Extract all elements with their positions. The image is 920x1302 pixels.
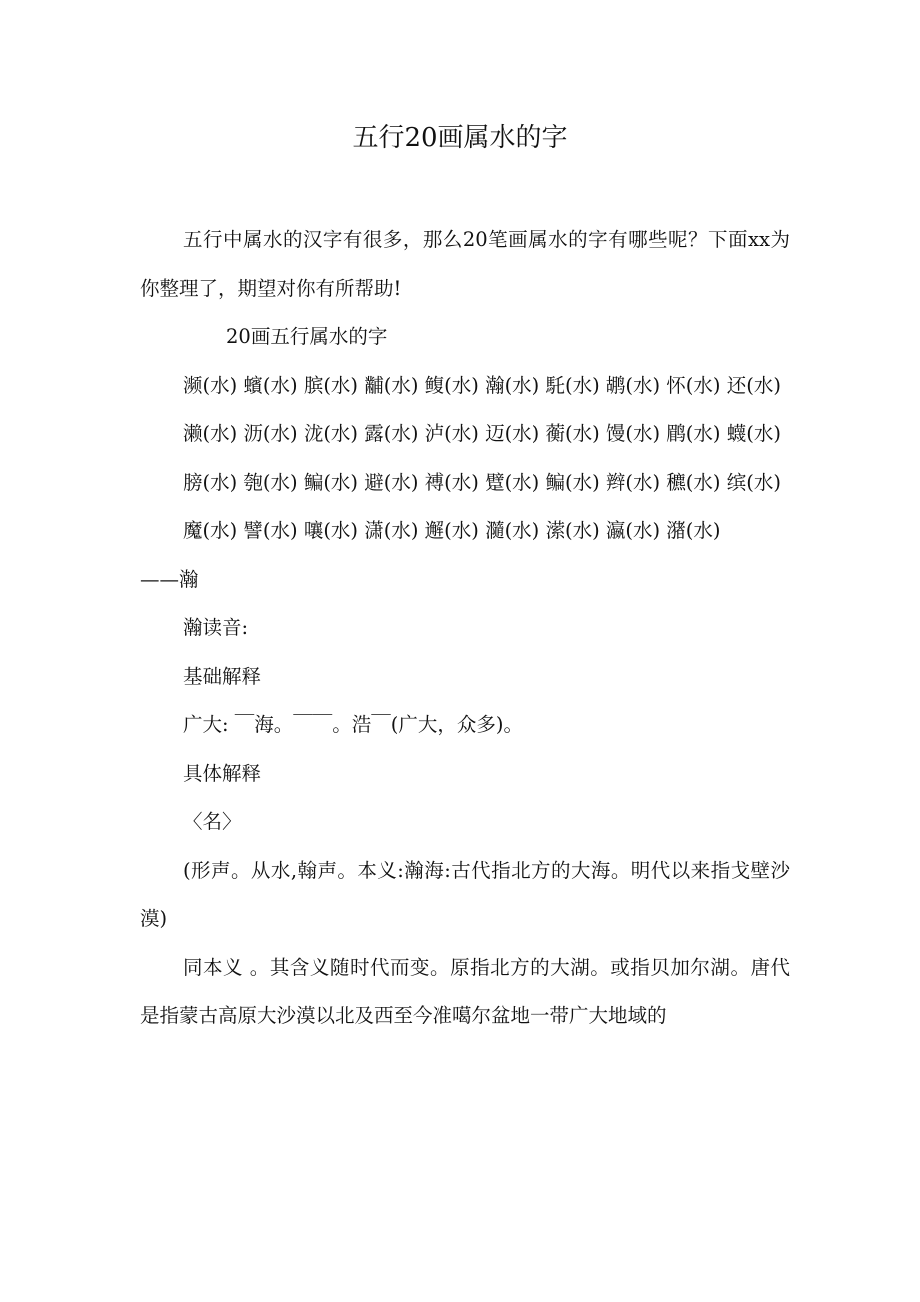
character-list-2: 濑(水) 沥(水) 泷(水) 露(水) 泸(水) 迈(水) 蘅(水) 馒(水) 鹛(水) 蠛(水) <box>183 422 781 445</box>
basic-explanation-heading: 基础解释 <box>183 664 262 688</box>
basic-explanation-text: 广大: ￣海。￣￣。浩￣(广大，众多)。 <box>183 713 523 736</box>
pronunciation-label: 瀚读音: <box>183 616 249 639</box>
definition-paragraph: 同本义 。其含义随时代而变。原指北方的大湖。或指贝加尔湖。唐代是指蒙古高原大沙漠以北及西至今准噶尔盆地一带广大地域的 <box>140 955 790 1027</box>
document-body <box>140 216 790 1041</box>
etymology-paragraph: (形声。从水,翰声。本义:瀚海:古代指北方的大海。明代以来指戈壁沙漠) <box>140 858 790 930</box>
character-list-3: 膀(水) 匏(水) 鳊(水) 避(水) 禣(水) 躄(水) 鳊(水) 辫(水) 穮(水) 缤(水) <box>183 470 781 494</box>
document-title: 五行20画属水的字 <box>352 123 568 153</box>
character-list-4: 魔(水) 譬(水) 嚷(水) 潇(水) 邂(水) 瀡(水) 潆(水) 瀛(水) 潴(水) ——瀚 <box>140 519 760 591</box>
detailed-explanation-heading: 具体解释 <box>183 761 262 785</box>
character-list-1: 濒(水) 蠙(水) 膑(水) 黼(水) 鳆(水) 瀚(水) 馲(水) 鹕(水) 怀(水) 还(水) <box>183 373 781 397</box>
intro-paragraph: 五行中属水的汉字有很多，那么20笔画属水的字有哪些呢？下面xx为你整理了，期望对你有所帮助! <box>140 228 790 300</box>
part-of-speech-label: 〈名〉 <box>183 810 242 833</box>
section-heading: 20画五行属水的字 <box>226 325 388 348</box>
